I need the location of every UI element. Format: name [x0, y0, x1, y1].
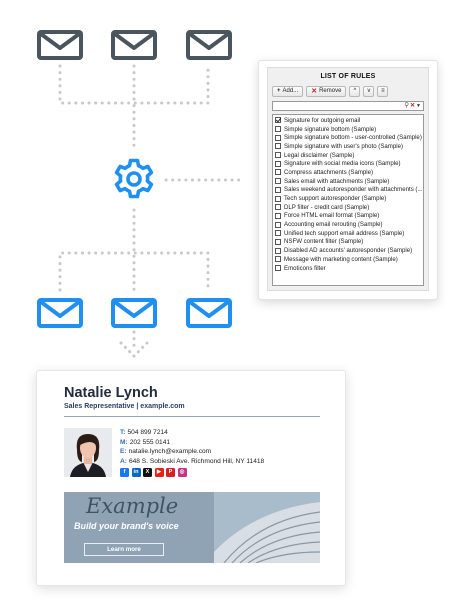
youtube-icon[interactable]: ▶: [155, 468, 164, 477]
contact-label: T:: [120, 429, 126, 436]
pinterest-icon[interactable]: P: [166, 468, 175, 477]
contact-value: 648 S. Sobieski Ave. Richmond Hill, NY 11418: [128, 457, 265, 465]
remove-rule-button[interactable]: [306, 86, 346, 97]
rule-checkbox[interactable]: [275, 213, 281, 219]
rule-row[interactable]: [273, 203, 423, 212]
avatar: [64, 428, 112, 477]
rule-checkbox[interactable]: [275, 204, 281, 210]
rule-checkbox[interactable]: [275, 178, 281, 184]
contact-label: E:: [120, 448, 127, 455]
envelope-icon: [37, 298, 83, 328]
rule-row[interactable]: [273, 255, 423, 264]
rule-checkbox[interactable]: [275, 135, 281, 141]
plus-icon: +: [277, 88, 281, 94]
rule-label: Unified tech support email address (Sample): [284, 229, 405, 237]
rule-row[interactable]: [273, 116, 423, 125]
rule-label: Simple signature with user's photo (Sample): [284, 142, 404, 150]
rule-checkbox[interactable]: [275, 239, 281, 245]
rule-row[interactable]: [273, 151, 423, 160]
rule-checkbox[interactable]: [275, 196, 281, 202]
signature-role: Sales Representative: [64, 403, 135, 410]
rule-row[interactable]: [273, 212, 423, 221]
rule-row[interactable]: [273, 133, 423, 142]
rule-row[interactable]: [273, 142, 423, 151]
rules-search-input[interactable]: [272, 101, 424, 111]
rules-list: [272, 114, 424, 286]
rule-row[interactable]: [273, 177, 423, 186]
rule-label: Emoticons filter: [284, 264, 326, 272]
rule-checkbox[interactable]: [275, 265, 281, 271]
chevron-down-icon: v: [367, 88, 371, 94]
contact-label: A:: [120, 457, 127, 465]
rule-label: Sales email with attachments (Sample): [284, 177, 390, 185]
facebook-icon[interactable]: f: [120, 468, 129, 477]
contact-label: M:: [120, 438, 128, 446]
rule-label: Signature for outgoing email: [284, 116, 361, 124]
rule-checkbox[interactable]: [275, 117, 281, 123]
contact-line: [120, 428, 320, 438]
chevron-up-icon: ^: [353, 88, 357, 94]
rule-row[interactable]: [273, 159, 423, 168]
signature-divider: [64, 416, 320, 417]
move-up-button[interactable]: [349, 86, 360, 97]
signature-name: Natalie Lynch: [64, 385, 158, 401]
remove-x-icon: ✕: [311, 88, 318, 95]
email-signature-card: [36, 370, 346, 586]
envelope-icon: [37, 30, 83, 60]
rule-row[interactable]: [273, 246, 423, 255]
rules-menu-button[interactable]: [377, 86, 388, 97]
contact-value: natalie.lynch@example.com: [128, 448, 212, 455]
search-controls: [404, 102, 421, 110]
rule-row[interactable]: [273, 125, 423, 134]
rule-label: Message with marketing content (Sample): [284, 255, 398, 263]
rule-checkbox[interactable]: [275, 222, 281, 228]
rule-label: Sales weekend autoresponder with attachments (...: [284, 186, 423, 194]
menu-icon: ≡: [381, 88, 385, 94]
move-down-button[interactable]: [363, 86, 374, 97]
rule-checkbox[interactable]: [275, 126, 281, 132]
rule-row[interactable]: [273, 194, 423, 203]
search-icon[interactable]: ⚲: [404, 102, 410, 109]
rule-label: Simple signature bottom - user-controlled (Sample): [284, 134, 422, 142]
envelope-icon: [186, 298, 232, 328]
rule-checkbox[interactable]: [275, 256, 281, 262]
rule-checkbox[interactable]: [275, 161, 281, 167]
rule-row[interactable]: [273, 186, 423, 195]
rule-label: Tech support autoresponder (Sample): [284, 195, 387, 203]
rule-checkbox[interactable]: [275, 248, 281, 254]
rules-toolbar: [272, 86, 424, 98]
rules-panel-body: [267, 67, 429, 291]
envelope-icon: [186, 30, 232, 60]
contact-value: 202 555 0141: [129, 438, 171, 446]
instagram-icon[interactable]: ◎: [178, 468, 187, 477]
rule-label: Signature with social media icons (Sample): [284, 160, 401, 168]
gear-icon: [112, 157, 156, 201]
rule-row[interactable]: [273, 264, 423, 273]
add-rule-button[interactable]: [272, 86, 303, 97]
rule-checkbox[interactable]: [275, 230, 281, 236]
rule-label: Force HTML email format (Sample): [284, 212, 380, 220]
rule-label: Accounting email rerouting (Sample): [284, 221, 383, 229]
clear-search-icon[interactable]: ✕: [410, 103, 416, 109]
envelope-icon: [111, 298, 157, 328]
dropdown-arrow-icon[interactable]: ▼: [416, 103, 421, 109]
learn-more-button[interactable]: Learn more: [84, 543, 164, 556]
rule-checkbox[interactable]: [275, 169, 281, 175]
signature-company-site[interactable]: example.com: [140, 403, 185, 410]
contact-line: [120, 438, 320, 448]
rule-checkbox[interactable]: [275, 187, 281, 193]
rule-checkbox[interactable]: [275, 152, 281, 158]
rule-label: DLP filter - credit card (Sample): [284, 203, 370, 211]
envelope-icon: [111, 30, 157, 60]
contact-value: 504 899 7214: [127, 429, 168, 436]
banner-brand: Example: [86, 494, 179, 518]
rule-row[interactable]: [273, 220, 423, 229]
rule-label: Legal disclaimer (Sample): [284, 151, 355, 159]
social-icons-row: [120, 468, 187, 477]
add-rule-label: Add...: [282, 88, 299, 94]
signature-banner[interactable]: [64, 492, 320, 563]
x-icon[interactable]: X: [143, 468, 152, 477]
rule-label: NSFW content filter (Sample): [284, 238, 364, 246]
linkedin-icon[interactable]: in: [132, 468, 141, 477]
rules-panel: [258, 60, 438, 300]
rule-label: Disabled AD accounts' autoresponder (Sample): [284, 247, 413, 255]
signature-contacts: [120, 428, 320, 466]
contact-line: [120, 457, 320, 467]
rule-label: Compress attachments (Sample): [284, 168, 374, 176]
banner-tagline: Build your brand's voice: [74, 521, 179, 531]
contact-line[interactable]: [120, 447, 320, 457]
rule-row[interactable]: [273, 238, 423, 247]
signature-role-line: [64, 403, 185, 410]
rule-row[interactable]: [273, 168, 423, 177]
rule-checkbox[interactable]: [275, 143, 281, 149]
rule-label: Simple signature bottom (Sample): [284, 125, 377, 133]
rules-panel-title: LIST OF RULES: [320, 73, 376, 80]
signature-separator: |: [134, 403, 141, 410]
rule-row[interactable]: [273, 229, 423, 238]
remove-rule-label: Remove: [319, 88, 342, 94]
